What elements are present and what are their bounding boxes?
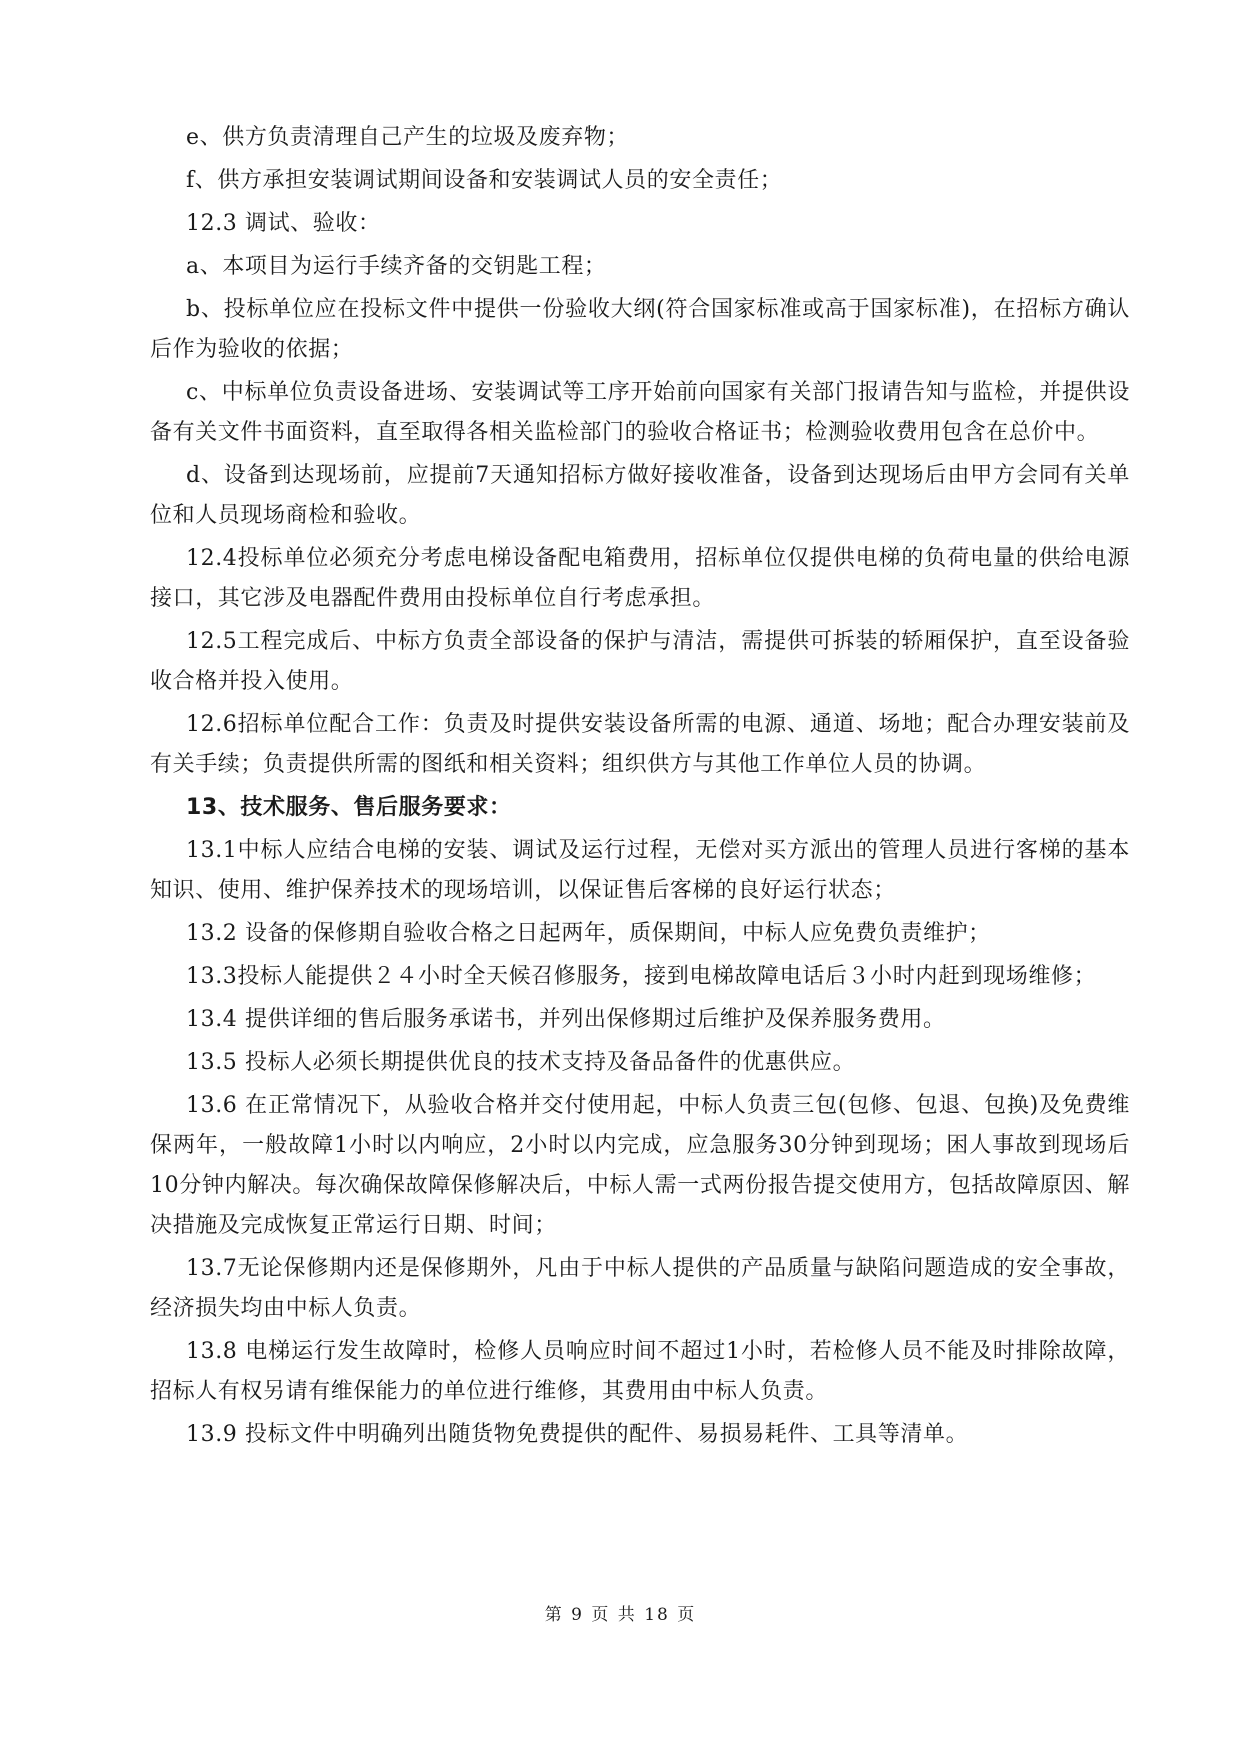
document-body	[150, 118, 1130, 1458]
paragraph-12-3-b: b、投标单位应在投标文件中提供一份验收大纲(符合国家标准或高于国家标准)，在招标方确认后作为验收的依据；	[150, 297, 1130, 362]
paragraph-13-9: 13.9 投标文件中明确列出随货物免费提供的配件、易损易耗件、工具等清单。	[186, 1422, 969, 1447]
paragraph-12-3-heading: 12.3 调试、验收：	[186, 211, 381, 236]
paragraph-13-4: 13.4 提供详细的售后服务承诺书，并列出保修期过后维护及保养服务费用。	[186, 1007, 946, 1032]
paragraph-13-8: 13.8 电梯运行发生故障时，检修人员响应时间不超过1小时，若检修人员不能及时排除故障，招标人有权另请有维保能力的单位进行维修，其费用由中标人负责。	[150, 1339, 1130, 1404]
page-number-footer: 第 9 页 共 18 页	[544, 1605, 697, 1625]
paragraph-12-2-e: e、供方负责清理自己产生的垃圾及废弃物；	[186, 125, 630, 150]
paragraph-12-2-f: f、供方承担安装调试期间设备和安装调试人员的安全责任；	[186, 168, 783, 193]
paragraph-13-6: 13.6 在正常情况下，从验收合格并交付使用起，中标人负责三包(包修、包退、包换)及免费维保两年，一般故障1小时以内响应，2小时以内完成，应急服务30分钟到现场；困人事故到现场后10分钟内解决。每次确保故障保修解决后，中标人需一式两份报告提交使用方，包括故障原因、解决措施及完成恢复正常运行日期、时间；	[150, 1093, 1130, 1238]
paragraph-13-7: 13.7无论保修期内还是保修期外，凡由于中标人提供的产品质量与缺陷问题造成的安全事故，经济损失均由中标人负责。	[150, 1256, 1130, 1321]
paragraph-13-3: 13.3投标人能提供２４小时全天候召修服务，接到电梯故障电话后３小时内赶到现场维修；	[186, 964, 1097, 989]
paragraph-12-3-d: d、设备到达现场前，应提前7天通知招标方做好接收准备，设备到达现场后由甲方会同有关单位和人员现场商检和验收。	[150, 463, 1130, 528]
paragraph-12-5: 12.5工程完成后、中标方负责全部设备的保护与清洁，需提供可拆装的轿厢保护，直至设备验收合格并投入使用。	[150, 629, 1130, 694]
paragraph-13-2: 13.2 设备的保修期自验收合格之日起两年，质保期间，中标人应免费负责维护；	[186, 921, 991, 946]
paragraph-13-1: 13.1中标人应结合电梯的安装、调试及运行过程，无偿对买方派出的管理人员进行客梯的基本知识、使用、维护保养技术的现场培训，以保证售后客梯的良好运行状态；	[150, 838, 1130, 903]
paragraph-12-4: 12.4投标单位必须充分考虑电梯设备配电箱费用，招标单位仅提供电梯的负荷电量的供给电源接口，其它涉及电器配件费用由投标单位自行考虑承担。	[150, 546, 1130, 611]
paragraph-13-5: 13.5 投标人必须长期提供优良的技术支持及备品备件的优惠供应。	[186, 1050, 856, 1075]
paragraph-12-3-a: a、本项目为运行手续齐备的交钥匙工程；	[186, 254, 607, 279]
paragraph-12-6: 12.6招标单位配合工作：负责及时提供安装设备所需的电源、通道、场地；配合办理安装前及有关手续；负责提供所需的图纸和相关资料；组织供方与其他工作单位人员的协调。	[150, 712, 1130, 777]
paragraph-12-3-c: c、中标单位负责设备进场、安装调试等工序开始前向国家有关部门报请告知与监检，并提供设备有关文件书面资料，直至取得各相关监检部门的验收合格证书；检测验收费用包含在总价中。	[150, 380, 1130, 445]
section-13-heading: 13、技术服务、售后服务要求：	[186, 795, 512, 820]
